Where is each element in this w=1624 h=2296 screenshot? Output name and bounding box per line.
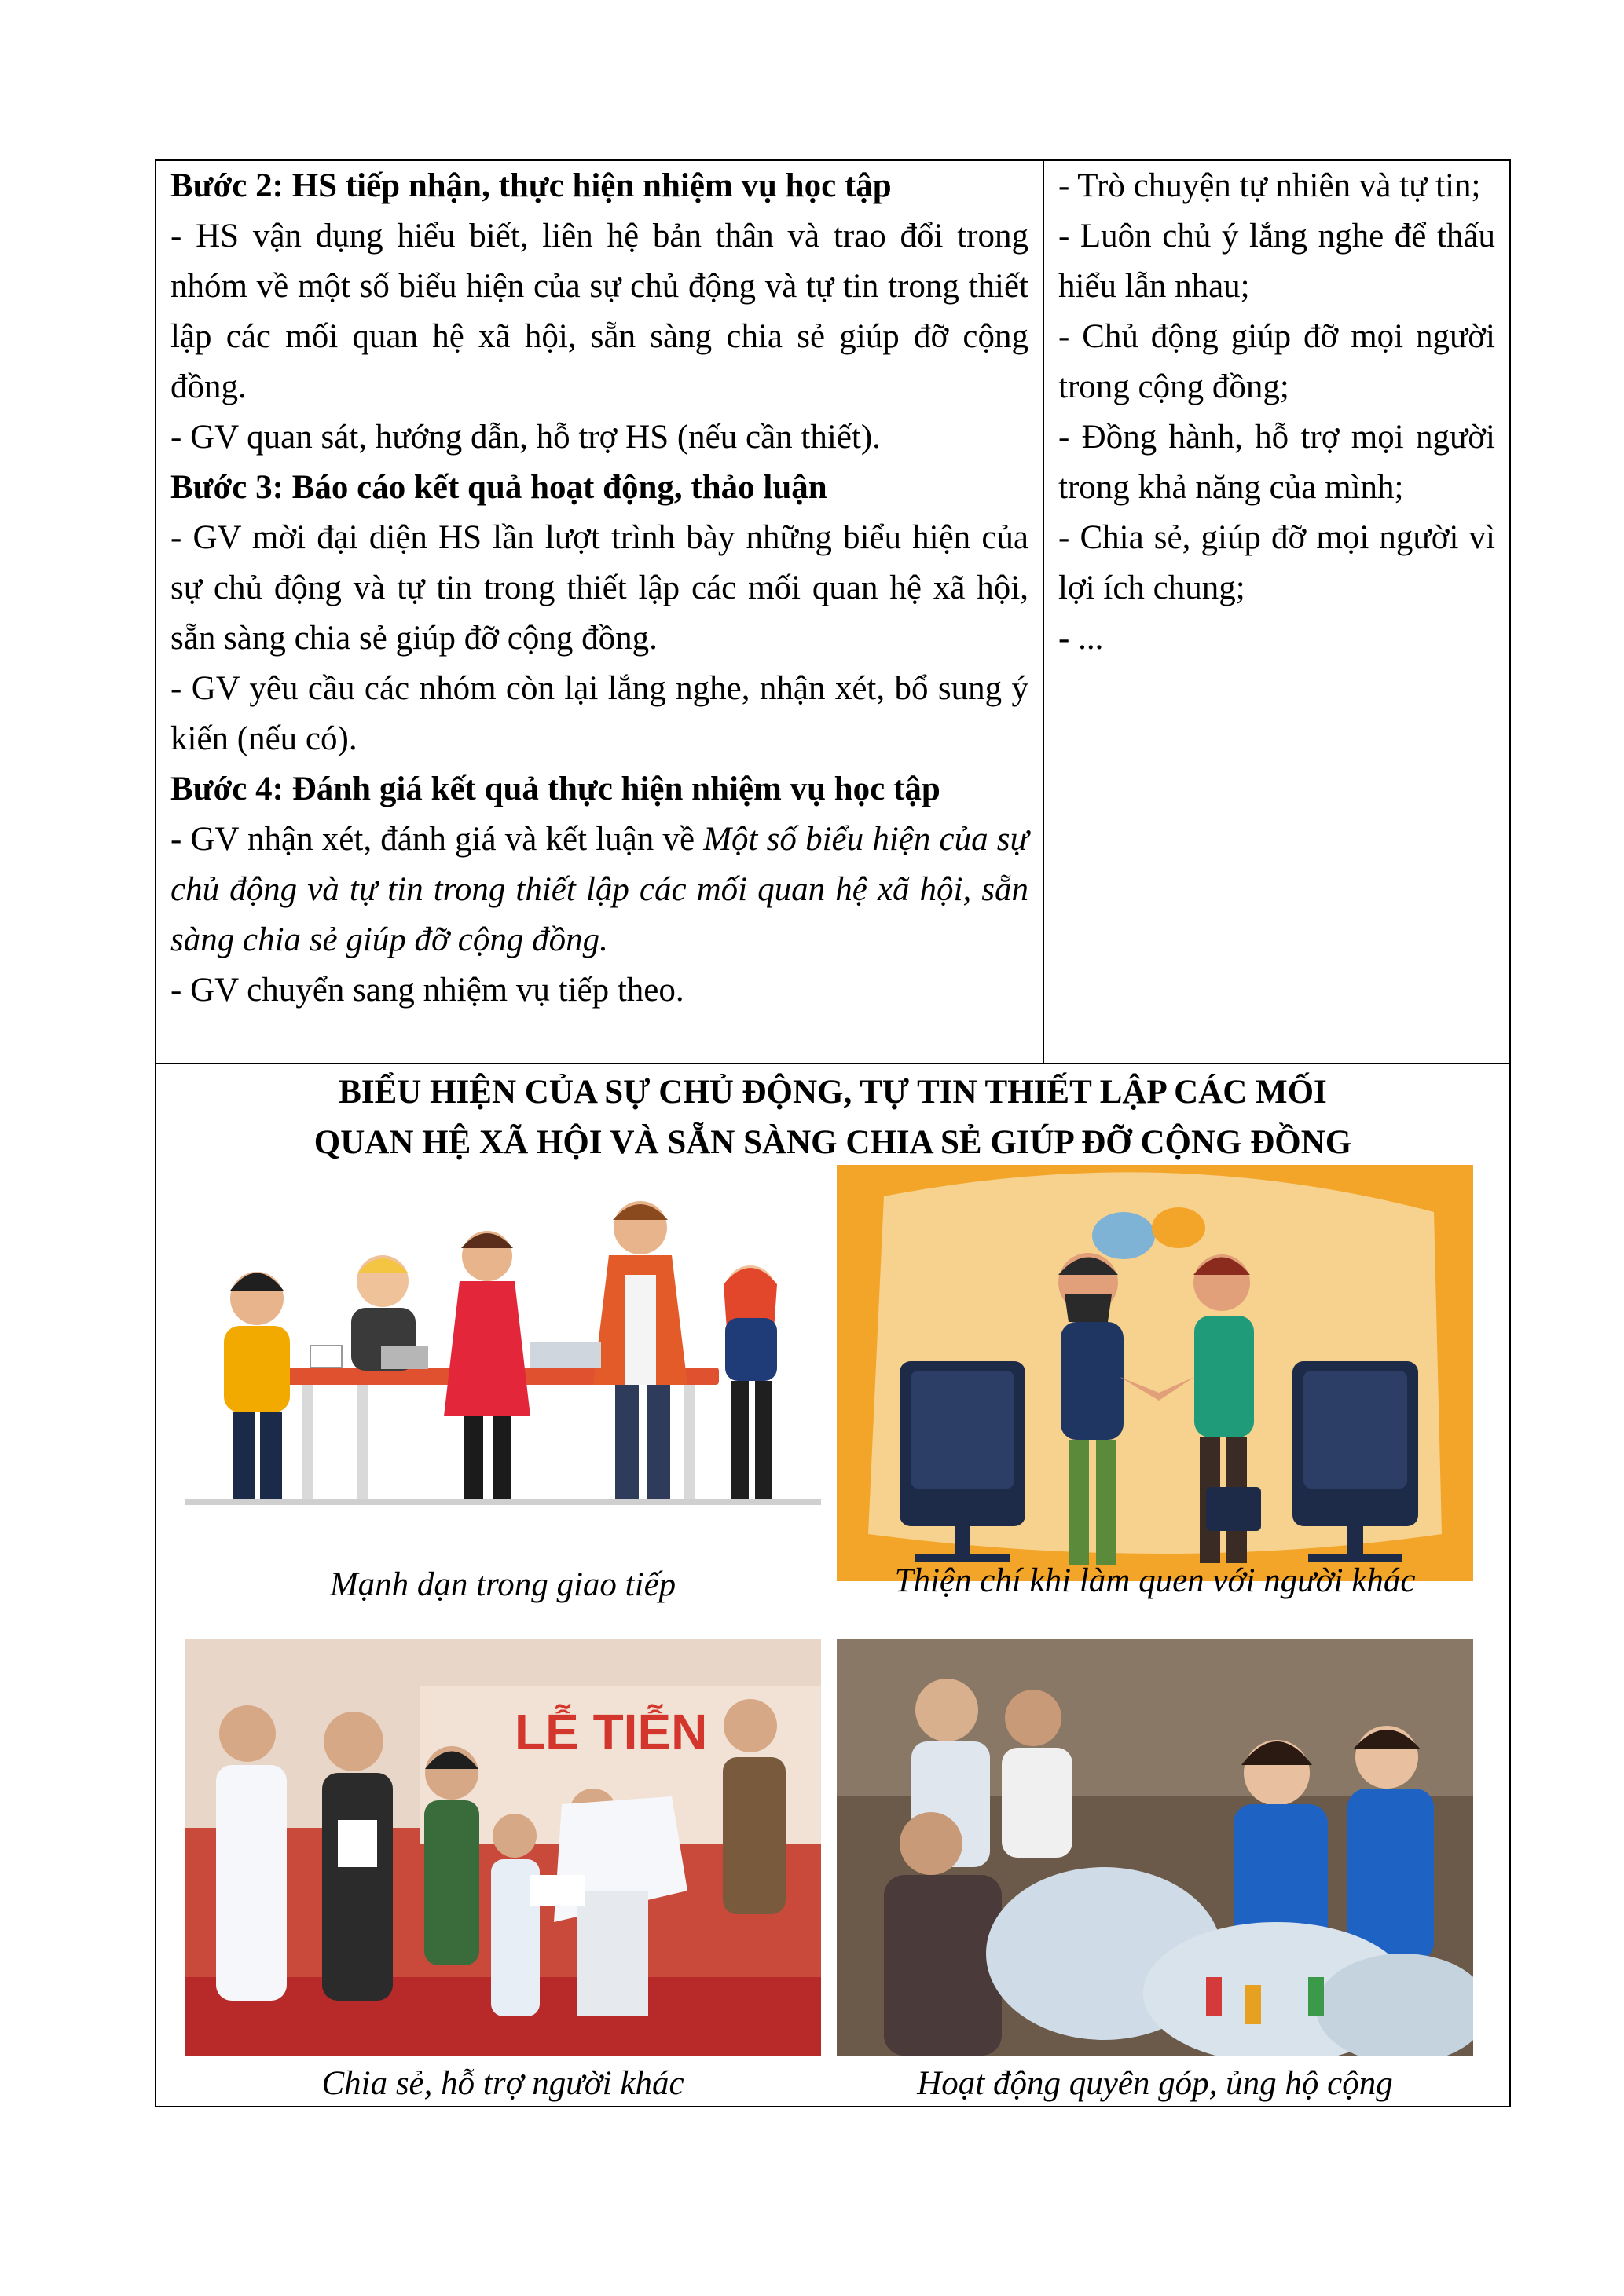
expected-results-cell: [1044, 161, 1509, 1063]
caption-2: Thiện chí khi làm quen với người khác: [894, 1562, 1416, 1599]
activity-row: [156, 161, 1509, 1064]
section-heading-line1: BIỂU HIỆN CỦA SỰ CHỦ ĐỘNG, TỰ TIN THIẾT LẬP CÁC MỐI: [339, 1074, 1327, 1111]
team-meeting-illustration: [185, 1181, 821, 1518]
step2-title: Bước 2: HS tiếp nhận, thực hiện nhiệm vụ học tập: [170, 167, 892, 204]
section-heading-line2: QUAN HỆ XÃ HỘI VÀ SẴN SÀNG CHIA SẺ GIÚP ĐỠ CỘNG ĐỒNG: [313, 1124, 1352, 1161]
teacher-activity-text: [170, 161, 1028, 1016]
result-item-3: - Chủ động giúp đỡ mọi người trong cộng đồng;: [1058, 318, 1495, 405]
result-item-1: - Trò chuyện tự nhiên và tự tin;: [1058, 167, 1481, 204]
caption-4: Hoạt động quyên góp, ủng hộ cộng: [917, 2065, 1393, 2102]
step2-line2: - GV quan sát, hướng dẫn, hỗ trợ HS (nếu cần thiết).: [170, 419, 881, 456]
step3-line2: - GV yêu cầu các nhóm còn lại lắng nghe, nhận xét, bổ sung ý kiến (nếu có).: [170, 670, 1028, 757]
step4-line1: [170, 815, 1028, 965]
result-item-6: - ...: [1058, 620, 1104, 657]
step4-prefix: - GV nhận xét, đánh giá và kết luận về: [170, 821, 704, 858]
handshake-icon: [837, 1165, 1473, 1581]
result-item-5: - Chia sẻ, giúp đỡ mọi người vì lợi ích chung;: [1058, 519, 1495, 606]
result-item-4: - Đồng hành, hỗ trợ mọi người trong khả năng của mình;: [1058, 419, 1495, 506]
result-item-2: - Luôn chủ ý lắng nghe để thấu hiểu lẫn nhau;: [1058, 218, 1495, 305]
step4-title: Bước 4: Đánh giá kết quả thực hiện nhiệm vụ học tập: [170, 771, 940, 807]
caption-3: Chia sẻ, hỗ trợ người khác: [321, 2065, 684, 2102]
step2-line1: - HS vận dụng hiểu biết, liên hệ bản thân và trao đổi trong nhóm về một số biểu hiện của sự chủ động và tự tin trong thiết lập các mối quan hệ xã hội, sẵn sàng chia sẻ giúp đỡ cộng đồng.: [170, 218, 1028, 405]
caption-1: Mạnh dạn trong giao tiếp: [329, 1566, 676, 1603]
teacher-activity-cell: [156, 161, 1044, 1063]
hospital-sharing-photo: [185, 1639, 821, 2056]
section-heading: [156, 1067, 1509, 1168]
expected-results-text: [1058, 161, 1495, 664]
step3-title: Bước 3: Báo cáo kết quả hoạt động, thảo luận: [170, 469, 827, 506]
step3-line1: - GV mời đại diện HS lần lượt trình bày những biểu hiện của sự chủ động và tự tin trong thiết lập các mối quan hệ xã hội, sẵn sàng chia sẻ giúp đỡ cộng đồng.: [170, 519, 1028, 657]
donation-photo: [837, 1639, 1473, 2056]
lesson-table: [155, 159, 1511, 2107]
team-meeting-icon: [185, 1181, 821, 1518]
illustration-row: [156, 1063, 1509, 2106]
step4-line2: - GV chuyển sang nhiệm vụ tiếp theo.: [170, 972, 684, 1009]
step4-italic: Một số biểu hiện của sự chủ động và tự tin trong thiết lập các mối quan hệ xã hội, sẵn sàng chia sẻ giúp đỡ cộng đồng.: [170, 821, 1028, 958]
photo-sign-text: LỄ TIỄN: [515, 1704, 708, 1760]
donation-event-icon: [837, 1639, 1473, 2056]
hospital-event-icon: [185, 1639, 821, 2056]
handshake-illustration: [837, 1165, 1473, 1581]
